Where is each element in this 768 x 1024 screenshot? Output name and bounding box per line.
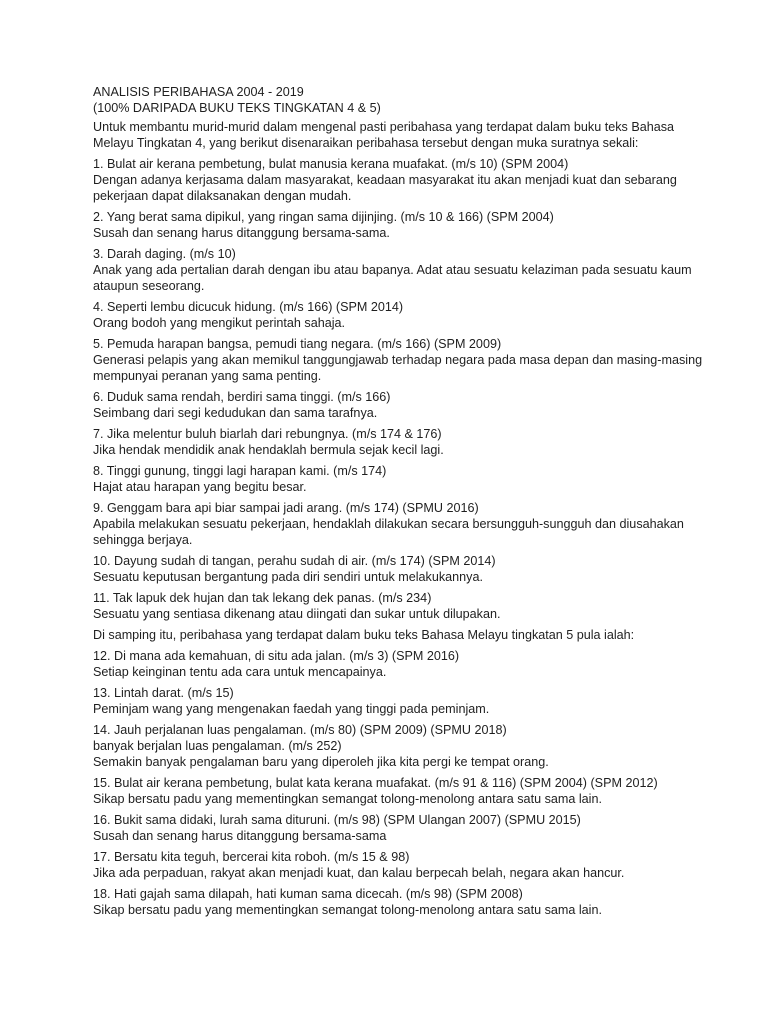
document-title: ANALISIS PERIBAHASA 2004 - 2019 bbox=[93, 85, 304, 99]
peribahasa-heading: 15. Bulat air kerana pembetung, bulat kata kerana muafakat. (m/s 91 & 116) (SPM 2004) (SPM 2012) bbox=[93, 776, 658, 790]
peribahasa-entry bbox=[93, 463, 708, 495]
peribahasa-meaning: Sesuatu yang sentiasa dikenang atau diingati dan sukar untuk dilupakan. bbox=[93, 607, 501, 621]
peribahasa-heading: 11. Tak lapuk dek hujan dan tak lekang dek panas. (m/s 234) bbox=[93, 591, 432, 605]
peribahasa-meaning: Jika ada perpaduan, rakyat akan menjadi kuat, dan kalau berpecah belah, negara akan hancur. bbox=[93, 866, 625, 880]
document-subtitle: (100% DARIPADA BUKU TEKS TINGKATAN 4 & 5) bbox=[93, 101, 381, 115]
peribahasa-meaning: Jika hendak mendidik anak hendaklah bermula sejak kecil lagi. bbox=[93, 443, 444, 457]
peribahasa-heading: 16. Bukit sama didaki, lurah sama dituruni. (m/s 98) (SPM Ulangan 2007) (SPMU 2015) bbox=[93, 813, 581, 827]
peribahasa-entry bbox=[93, 849, 708, 881]
peribahasa-meaning: Sikap bersatu padu yang mementingkan semangat tolong-menolong antara satu sama lain. bbox=[93, 792, 602, 806]
peribahasa-heading: 14. Jauh perjalanan luas pengalaman. (m/s 80) (SPM 2009) (SPMU 2018) bbox=[93, 723, 507, 737]
peribahasa-meaning: Peminjam wang yang mengenakan faedah yang tinggi pada peminjam. bbox=[93, 702, 490, 716]
peribahasa-entry bbox=[93, 246, 708, 294]
peribahasa-heading: 3. Darah daging. (m/s 10) bbox=[93, 247, 236, 261]
peribahasa-entry bbox=[93, 590, 708, 622]
transition-paragraph: Di samping itu, peribahasa yang terdapat dalam buku teks Bahasa Melayu tingkatan 5 pula ialah: bbox=[93, 628, 635, 642]
peribahasa-heading: 7. Jika melentur buluh biarlah dari rebungnya. (m/s 174 & 176) bbox=[93, 427, 442, 441]
peribahasa-meaning: Susah dan senang harus ditanggung bersama-sama bbox=[93, 829, 387, 843]
peribahasa-entry bbox=[93, 886, 708, 918]
peribahasa-heading: 2. Yang berat sama dipikul, yang ringan sama dijinjing. (m/s 10 & 166) (SPM 2004) bbox=[93, 210, 554, 224]
entry-list-form5 bbox=[93, 648, 708, 918]
peribahasa-heading: 5. Pemuda harapan bangsa, pemudi tiang negara. (m/s 166) (SPM 2009) bbox=[93, 337, 502, 351]
peribahasa-heading: 4. Seperti lembu dicucuk hidung. (m/s 166) (SPM 2014) bbox=[93, 300, 404, 314]
peribahasa-entry bbox=[93, 685, 708, 717]
peribahasa-heading: 9. Genggam bara api biar sampai jadi arang. (m/s 174) (SPMU 2016) bbox=[93, 501, 479, 515]
peribahasa-entry bbox=[93, 156, 708, 204]
peribahasa-meaning: Setiap keinginan tentu ada cara untuk mencapainya. bbox=[93, 665, 387, 679]
peribahasa-heading: 10. Dayung sudah di tangan, perahu sudah di air. (m/s 174) (SPM 2014) bbox=[93, 554, 496, 568]
peribahasa-entry bbox=[93, 648, 708, 680]
peribahasa-meaning: Sikap bersatu padu yang mementingkan semangat tolong-menolong antara satu sama lain. bbox=[93, 903, 602, 917]
peribahasa-meaning: Apabila melakukan sesuatu pekerjaan, hendaklah dilakukan secara bersungguh-sungguh dan diusahakan sehingga berjaya. bbox=[93, 517, 684, 547]
peribahasa-entry bbox=[93, 722, 708, 770]
peribahasa-meaning: Anak yang ada pertalian darah dengan ibu atau bapanya. Adat atau sesuatu kelaziman pada sesuatu kaum ataupun seseorang. bbox=[93, 263, 692, 293]
peribahasa-entry bbox=[93, 209, 708, 241]
peribahasa-heading: 13. Lintah darat. (m/s 15) bbox=[93, 686, 234, 700]
peribahasa-heading: 1. Bulat air kerana pembetung, bulat manusia kerana muafakat. (m/s 10) (SPM 2004) bbox=[93, 157, 569, 171]
peribahasa-entry bbox=[93, 553, 708, 585]
peribahasa-heading: 8. Tinggi gunung, tinggi lagi harapan kami. (m/s 174) bbox=[93, 464, 387, 478]
peribahasa-entry bbox=[93, 775, 708, 807]
peribahasa-meaning: Semakin banyak pengalaman baru yang diperoleh jika kita pergi ke tempat orang. bbox=[93, 755, 549, 769]
peribahasa-heading: 17. Bersatu kita teguh, bercerai kita roboh. (m/s 15 & 98) bbox=[93, 850, 410, 864]
peribahasa-entry bbox=[93, 426, 708, 458]
peribahasa-meaning: Susah dan senang harus ditanggung bersama-sama. bbox=[93, 226, 390, 240]
intro-paragraph: Untuk membantu murid-murid dalam mengenal pasti peribahasa yang terdapat dalam buku teks Bahasa Melayu Tingkatan 4, yang berikut disenaraikan peribahasa tersebut dengan muka suratnya sekali: bbox=[93, 120, 675, 150]
peribahasa-entry bbox=[93, 299, 708, 331]
peribahasa-entry bbox=[93, 389, 708, 421]
peribahasa-heading: 6. Duduk sama rendah, berdiri sama tinggi. (m/s 166) bbox=[93, 390, 391, 404]
peribahasa-variant: banyak berjalan luas pengalaman. (m/s 252) bbox=[93, 739, 342, 753]
peribahasa-meaning: Hajat atau harapan yang begitu besar. bbox=[93, 480, 307, 494]
peribahasa-entry bbox=[93, 812, 708, 844]
peribahasa-meaning: Generasi pelapis yang akan memikul tanggungjawab terhadap negara pada masa depan dan masing-masing mempunyai peranan yang sama penting. bbox=[93, 353, 703, 383]
peribahasa-entry bbox=[93, 336, 708, 384]
peribahasa-meaning: Seimbang dari segi kedudukan dan sama tarafnya. bbox=[93, 406, 378, 420]
entry-list-form4 bbox=[93, 156, 708, 622]
peribahasa-meaning: Dengan adanya kerjasama dalam masyarakat, keadaan masyarakat itu akan menjadi kuat dan sebarang pekerjaan dapat dilaksanakan dengan mudah. bbox=[93, 173, 677, 203]
peribahasa-heading: 12. Di mana ada kemahuan, di situ ada jalan. (m/s 3) (SPM 2016) bbox=[93, 649, 460, 663]
peribahasa-meaning: Orang bodoh yang mengikut perintah sahaja. bbox=[93, 316, 346, 330]
peribahasa-heading: 18. Hati gajah sama dilapah, hati kuman sama dicecah. (m/s 98) (SPM 2008) bbox=[93, 887, 523, 901]
peribahasa-entry bbox=[93, 500, 708, 548]
peribahasa-meaning: Sesuatu keputusan bergantung pada diri sendiri untuk melakukannya. bbox=[93, 570, 483, 584]
